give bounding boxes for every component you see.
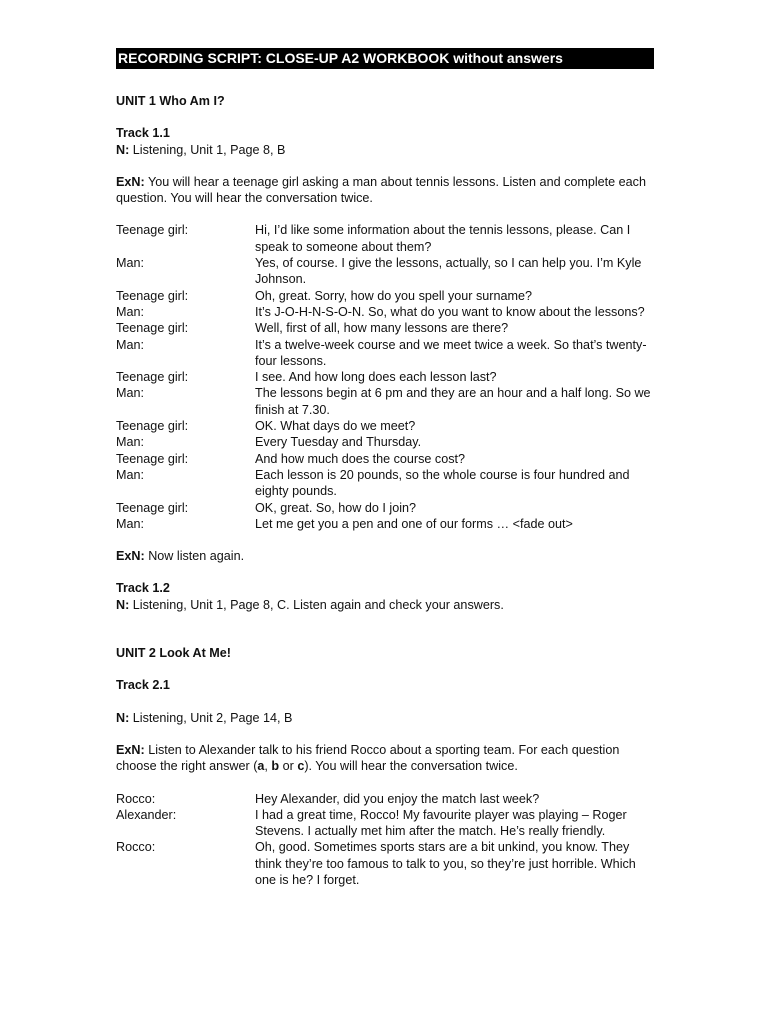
dialogue-line: Hey Alexander, did you enjoy the match last week? — [255, 791, 540, 806]
narrator-label: N: — [116, 710, 130, 725]
dialogue-line: Yes, of course. I give the lessons, actually, so I can help you. I’m Kyle Johnson. — [255, 256, 642, 287]
dialogue-line: Oh, good. Sometimes sports stars are a bit unkind, you know. They think they’re too famous to talk to you, so they’re just horrible. Which one is he? I forget. — [255, 840, 636, 887]
exn-text: Now listen again. — [144, 549, 245, 564]
speaker-name: Rocco: — [116, 791, 156, 806]
exn-label: ExN: — [116, 549, 145, 564]
separator: or — [279, 759, 298, 774]
dialogue-row — [116, 255, 656, 288]
option-b: b — [271, 759, 280, 774]
dialogue-line: The lessons begin at 6 pm and they are an hour and a half long. So we finish at 7.30. — [255, 386, 651, 417]
dialogue-line: Hi, I’d like some information about the tennis lessons, please. Can I speak to someone about them? — [255, 223, 631, 254]
narrator-text: Listening, Unit 1, Page 8, B — [129, 142, 286, 157]
exn-text: Listen to Alexander talk to his friend Rocco about a sporting team. For each question choose the right answer ( — [116, 742, 620, 774]
dialogue-row — [116, 807, 656, 840]
dialogue-row — [116, 369, 656, 385]
dialogue-row — [116, 222, 656, 255]
dialogue-row — [116, 288, 656, 304]
speaker-name: Teenage girl: — [116, 321, 189, 336]
dialogue-line: And how much does the course cost? — [255, 451, 466, 466]
dialogue-row — [116, 320, 656, 336]
track-2-1-narrator — [116, 710, 656, 726]
speaker-name: Man: — [116, 435, 144, 450]
dialogue-line: I see. And how long does each lesson last? — [255, 370, 497, 385]
dialogue-line: Oh, great. Sorry, how do you spell your surname? — [255, 288, 532, 303]
dialogue-line: Well, first of all, how many lessons are there? — [255, 321, 509, 336]
unit-2-heading: UNIT 2 Look At Me! — [116, 646, 231, 661]
dialogue-row — [116, 385, 656, 418]
track-2-1-heading: Track 2.1 — [116, 678, 170, 693]
exn-label: ExN: — [116, 174, 145, 189]
dialogue-line: Every Tuesday and Thursday. — [255, 435, 422, 450]
speaker-name: Teenage girl: — [116, 419, 189, 434]
dialogue-line: OK. What days do we meet? — [255, 419, 416, 434]
dialogue-line: Let me get you a pen and one of our forms … <fade out> — [255, 516, 573, 531]
track-1-2-heading: Track 1.2 — [116, 581, 170, 596]
speaker-name: Man: — [116, 467, 144, 482]
speaker-name: Teenage girl: — [116, 451, 189, 466]
document-title: RECORDING SCRIPT: CLOSE-UP A2 WORKBOOK without answers — [116, 48, 654, 69]
track-1-1-narrator — [116, 142, 656, 158]
dialogue-line: OK, great. So, how do I join? — [255, 500, 417, 515]
speaker-name: Teenage girl: — [116, 370, 189, 385]
speaker-name: Teenage girl: — [116, 288, 189, 303]
dialogue-track-2-1 — [116, 791, 656, 889]
speaker-name: Teenage girl: — [116, 223, 189, 238]
dialogue-row — [116, 467, 656, 500]
narrator-label: N: — [116, 142, 130, 157]
exn-text: You will hear a teenage girl asking a man about tennis lessons. Listen and complete each question. You will hear the conversation twice. — [116, 174, 646, 206]
speaker-name: Man: — [116, 516, 144, 531]
dialogue-row — [116, 839, 656, 888]
track-1-1-instructions — [116, 174, 656, 207]
speaker-name: Rocco: — [116, 840, 156, 855]
narrator-label: N: — [116, 597, 130, 612]
dialogue-row — [116, 516, 656, 532]
speaker-name: Man: — [116, 386, 144, 401]
dialogue-row — [116, 337, 656, 370]
track-1-1-listen-again — [116, 548, 656, 564]
option-a: a — [257, 759, 265, 774]
speaker-name: Man: — [116, 256, 144, 271]
narrator-text: Listening, Unit 2, Page 14, B — [129, 710, 293, 725]
dialogue-row — [116, 304, 656, 320]
exn-text: ). You will hear the conversation twice. — [304, 759, 518, 774]
speaker-name: Teenage girl: — [116, 500, 189, 515]
unit-1-heading: UNIT 1 Who Am I? — [116, 94, 225, 108]
separator: , — [264, 759, 272, 774]
document-page — [116, 48, 656, 888]
dialogue-line: I had a great time, Rocco! My favourite player was playing – Roger Stevens. I actually met him after the match. He’s really friendly. — [255, 807, 627, 839]
dialogue-row — [116, 434, 656, 450]
speaker-name: Man: — [116, 304, 144, 319]
dialogue-line: Each lesson is 20 pounds, so the whole course is four hundred and eighty pounds. — [255, 467, 630, 499]
dialogue-row — [116, 418, 656, 434]
dialogue-track-1-1 — [116, 222, 656, 532]
dialogue-row — [116, 500, 656, 516]
option-c: c — [297, 759, 305, 774]
dialogue-row — [116, 791, 656, 807]
speaker-name: Man: — [116, 337, 144, 352]
dialogue-row — [116, 451, 656, 467]
track-2-1-instructions — [116, 742, 656, 775]
dialogue-line: It’s a twelve-week course and we meet twice a week. So that’s twenty-four lessons. — [255, 337, 647, 368]
track-1-1-heading: Track 1.1 — [116, 126, 170, 141]
dialogue-line: It’s J-O-H-N-S-O-N. So, what do you want to know about the lessons? — [255, 304, 645, 319]
exn-label: ExN: — [116, 742, 145, 757]
narrator-text: Listening, Unit 1, Page 8, C. Listen again and check your answers. — [129, 597, 504, 612]
track-1-2-narrator — [116, 597, 656, 613]
speaker-name: Alexander: — [116, 807, 177, 822]
